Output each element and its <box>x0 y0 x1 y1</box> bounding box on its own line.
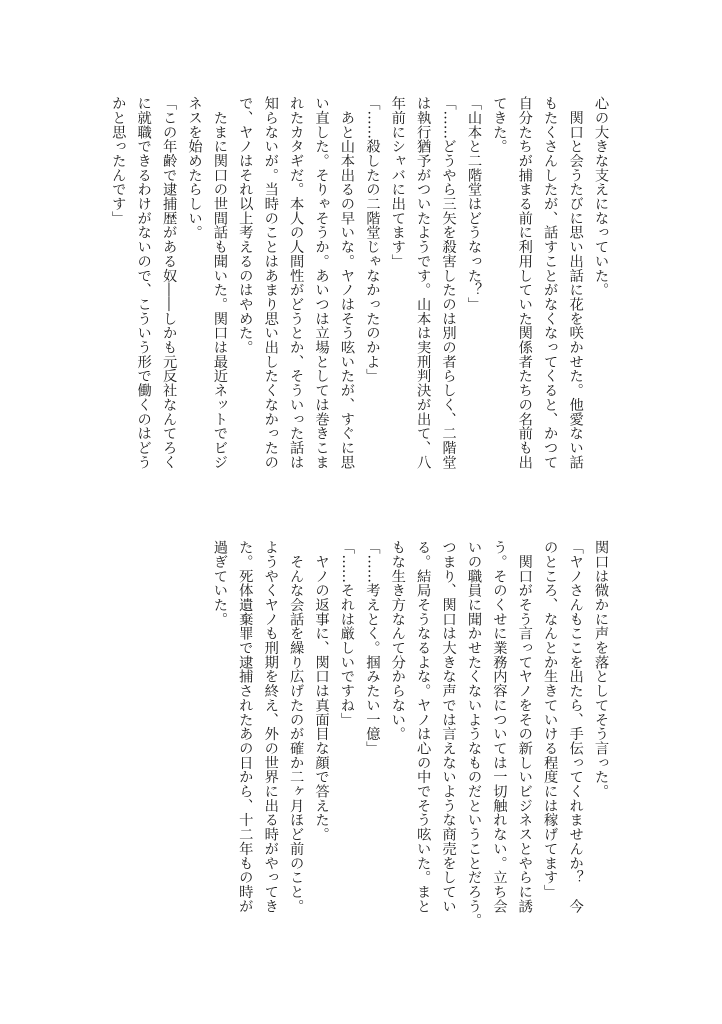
text-line: つまり、関口は大きな声では言えないような商売をしてい <box>440 540 457 914</box>
text-line: もたくさんしたが、話すことがなくなってくると、かつて <box>542 96 559 470</box>
text-line: ヤノの返事に、関口は真面目な顔で答えた。 <box>313 540 330 842</box>
text-line: 関口は微かに声を落としてそう言った。 <box>593 540 609 799</box>
upper-text-block <box>108 96 613 511</box>
text-line: 「……考えとく。掴みたい一億」 <box>364 540 381 756</box>
text-line: 「ヤノさんもここを出たら、手伝ってくれませんか？ 今 <box>567 540 584 914</box>
text-line: い直した。そりゃそうか。あいつは立場としては巻きこま <box>313 96 330 470</box>
text-line: 「……それは厳しいですね」 <box>338 540 355 727</box>
text-line: のところ、なんとか生きていける程度には稼げてます」 <box>542 540 559 899</box>
text-line: 知らないが。当時のことはあまり思い出したくなかったの <box>262 96 279 470</box>
text-line: は執行猶予がついたようです。山本は実刑判決が出て、八 <box>415 96 432 470</box>
text-line: ようやくヤノも刑期を終え、外の世界に出る時がやってき <box>262 540 279 914</box>
text-line: で、ヤノはそれ以上考えるのはやめた。 <box>237 96 254 355</box>
text-line: 自分たちが捕まる前に利用していた関係者たちの名前も出 <box>516 96 533 470</box>
text-line: もな生き方なんて分からない。 <box>389 540 406 741</box>
text-line: 「……殺したの二階堂じゃなかったのかよ」 <box>364 96 381 383</box>
text-line: に就職できるわけがないので、こういう形で働くのはどう <box>135 96 152 470</box>
text-line: あと山本出るの早いな。ヤノはそう呟いたが、すぐに思 <box>338 96 355 470</box>
text-line: いの職員に聞かせたくないようなものだということだろう。 <box>465 540 482 928</box>
text-line: 心の大きな支えになっていた。 <box>593 96 609 297</box>
text-line: う。そのくせに業務内容については一切触れない。立ち会 <box>491 540 508 914</box>
text-line: る。結局そうなるよな。ヤノは心の中でそう呟いた。まと <box>415 540 432 914</box>
text-line: た。死体遺棄罪で逮捕されたあの日から、十二年もの時が <box>237 540 254 914</box>
text-line: そんな会話を繰り広げたのが確か二ヶ月ほど前のこと。 <box>288 540 305 914</box>
text-line: てきた。 <box>491 96 508 154</box>
text-line: 年前にシャバに出てます」 <box>389 96 406 269</box>
text-line: ネスを始めたらしい。 <box>186 96 203 240</box>
text-line: 過ぎていた。 <box>211 540 228 627</box>
text-line: たまに関口の世間話も聞いた。関口は最近ネットでビジ <box>211 96 228 470</box>
text-line: 関口と会うたびに思い出話に花を咲かせた。他愛ない話 <box>567 96 584 470</box>
text-line: 関口がそう言ってヤノをその新しいビジネスとやらに誘 <box>516 540 533 914</box>
text-line: かと思ったんです」 <box>110 96 127 226</box>
text-line: れたカタギだ。本人の人間性がどうとか、そういった話は <box>288 96 305 470</box>
lower-text-block <box>210 540 613 955</box>
text-line: 「この年齢で逮捕歴がある奴――しかも元反社なんてろく <box>161 96 178 470</box>
text-line: 「……どうやら三矢を殺害したのは別の者らしく、二階堂 <box>440 96 457 470</box>
text-line: 「山本と二階堂はどうなった？」 <box>465 96 482 312</box>
